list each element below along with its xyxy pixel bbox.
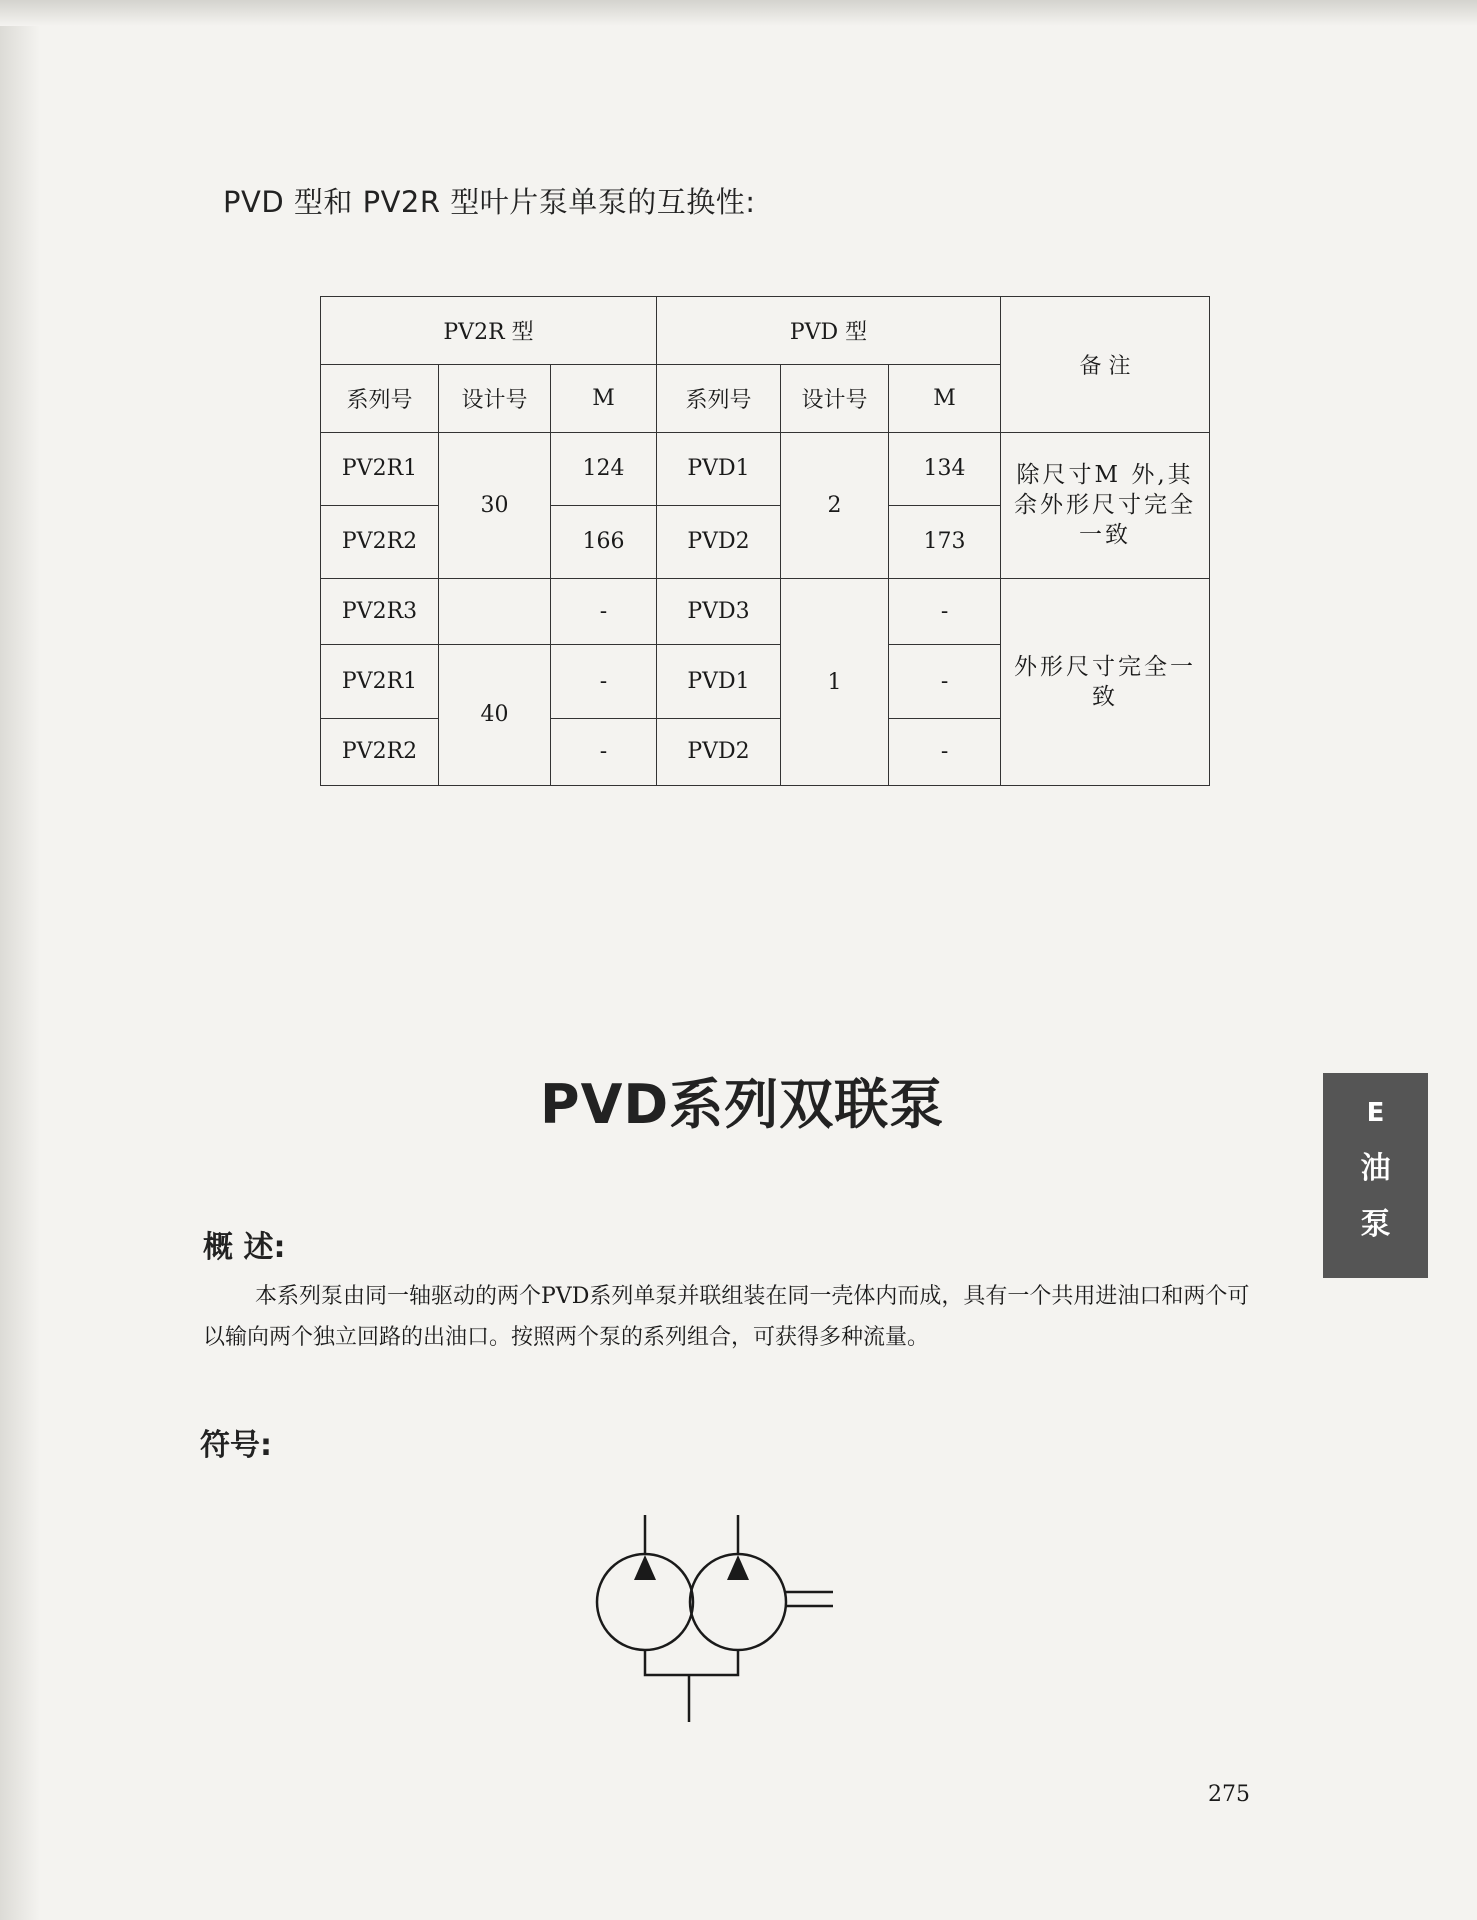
cell-pvd-series: PVD3 <box>657 579 781 645</box>
cell-pv2r-design-empty <box>439 579 551 645</box>
cell-pv2r-m: 166 <box>551 505 657 578</box>
group-header-remark: 备 注 <box>1001 297 1210 433</box>
cell-remark: 除尺寸M 外,其余外形尺寸完全一致 <box>1001 432 1210 578</box>
interchange-table <box>320 296 1210 786</box>
cell-remark: 外形尺寸完全一致 <box>1001 579 1210 786</box>
col-header-pv2r-m: M <box>551 364 657 432</box>
cell-pvd-series: PVD2 <box>657 718 781 785</box>
cell-pv2r-m: - <box>551 579 657 645</box>
col-header-pvd-design: 设计号 <box>781 364 889 432</box>
cell-pvd-m: 173 <box>889 505 1001 578</box>
cell-pvd-design: 1 <box>781 579 889 786</box>
side-tab-char: 泵 <box>1360 1207 1391 1242</box>
col-header-pv2r-design: 设计号 <box>439 364 551 432</box>
page-number: 275 <box>1208 1782 1250 1807</box>
cell-pvd-m: - <box>889 718 1001 785</box>
cell-pv2r-m: 124 <box>551 432 657 505</box>
cell-pvd-design: 2 <box>781 432 889 578</box>
side-tab-letter: E <box>1366 1098 1385 1128</box>
cell-pv2r-series: PV2R2 <box>321 505 439 578</box>
cell-pv2r-series: PV2R1 <box>321 644 439 718</box>
cell-pvd-series: PVD1 <box>657 644 781 718</box>
cell-pvd-m: 134 <box>889 432 1001 505</box>
col-header-pv2r-series: 系列号 <box>321 364 439 432</box>
cell-pv2r-series: PV2R3 <box>321 579 439 645</box>
cell-pvd-series: PVD2 <box>657 505 781 578</box>
cell-pv2r-design: 30 <box>439 432 551 578</box>
cell-pv2r-m: - <box>551 644 657 718</box>
overview-paragraph: 本系列泵由同一轴驱动的两个PVD系列单泵并联组装在同一壳体内而成，具有一个共用进油口和两个可以输向两个独立回路的出油口。按照两个泵的系列组合，可获得多种流量。 <box>203 1284 1250 1350</box>
table-row <box>321 432 1210 505</box>
cell-pv2r-design: 40 <box>439 644 551 785</box>
cell-pv2r-m: - <box>551 718 657 785</box>
col-header-pvd-series: 系列号 <box>657 364 781 432</box>
interchange-title: PVD 型和 PV2R 型叶片泵单泵的互换性: <box>223 185 756 219</box>
page-binding-edge <box>0 0 40 1920</box>
cell-pvd-series: PVD1 <box>657 432 781 505</box>
cell-pvd-m: - <box>889 579 1001 645</box>
cell-pv2r-series: PV2R1 <box>321 432 439 505</box>
cell-pv2r-series: PV2R2 <box>321 718 439 785</box>
overview-heading: 概 述: <box>203 1230 286 1265</box>
double-pump-symbol-icon <box>590 1500 840 1730</box>
symbol-heading: 符号: <box>200 1428 272 1463</box>
group-header-pvd: PVD 型 <box>657 297 1001 365</box>
col-header-pvd-m: M <box>889 364 1001 432</box>
table-group-header-row <box>321 297 1210 365</box>
cell-pvd-m: - <box>889 644 1001 718</box>
section-side-tab <box>1323 1073 1428 1278</box>
side-tab-char: 油 <box>1360 1151 1391 1186</box>
group-header-pv2r: PV2R 型 <box>321 297 657 365</box>
page-title: PVD系列双联泵 <box>540 1073 945 1136</box>
table-row <box>321 579 1210 645</box>
page-top-shadow <box>0 0 1477 26</box>
